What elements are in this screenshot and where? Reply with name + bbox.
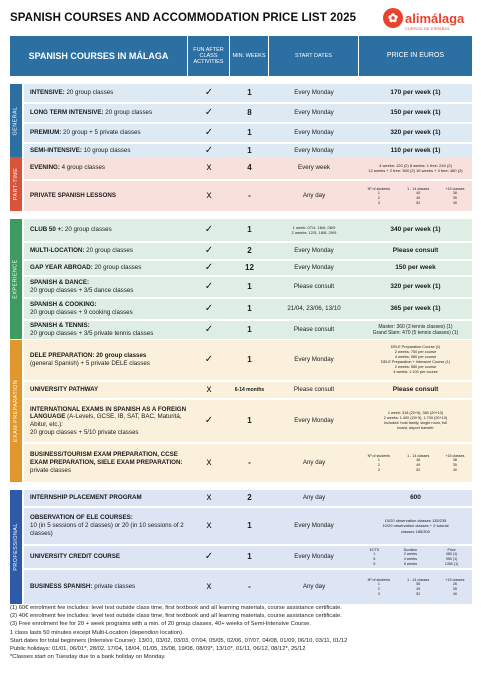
course-name (24, 340, 188, 380)
price-table-head-cell: +15 classes (445, 577, 465, 582)
school-logo (383, 8, 473, 34)
section-label: PART-TIME (13, 167, 19, 201)
check-icon: ✓ (204, 550, 214, 562)
course-title (30, 451, 188, 474)
price: 320 per week (1) (390, 282, 441, 290)
header-price: PRICE IN EUROS (359, 36, 472, 76)
min-weeks: 1 (247, 146, 252, 155)
price-table-cell: 49 (416, 463, 421, 467)
course-title (30, 352, 146, 360)
course-title (30, 279, 89, 287)
course-title (30, 247, 133, 255)
price-table-cell: 480 (1) (445, 552, 458, 557)
section-label: GENERAL (13, 106, 19, 136)
course-title (30, 192, 116, 200)
price-table-head-cell: Duration (403, 547, 418, 552)
start-dates-lines (292, 225, 337, 236)
price-line: classes 185/300 (401, 528, 430, 534)
section-label: EXPERIENCE (13, 259, 19, 299)
course-row[interactable] (24, 243, 472, 259)
course-subtitle: 20 group classes + 3/5 private tennis classes (30, 330, 154, 337)
section-label: EXAM PREPARATION (13, 379, 19, 443)
table-header (10, 36, 472, 76)
course-name (24, 546, 188, 568)
price: Please consult (392, 246, 439, 254)
course-name (24, 277, 188, 297)
price-table-head-cell: Nº of students (367, 577, 391, 582)
price: 150 per week (1) (390, 108, 441, 116)
start-dates: Any day (302, 583, 326, 591)
course-row[interactable] (24, 84, 472, 102)
check-icon: ✓ (204, 280, 214, 292)
course-name (24, 157, 188, 179)
price-table-cell: 3 (377, 591, 380, 596)
course-name (24, 444, 188, 482)
footnote: 1 class lasts 50 minutes except Multi-Location (dependion location). (10, 629, 184, 636)
course-subtitle: 20 group classes + 5/10 private classes (30, 428, 139, 436)
course-title-bold: GAP YEAR ABROAD: (30, 264, 93, 272)
price: 320 per week (1) (390, 128, 441, 136)
footnote: (3) Free enrolment fee for 20 + week programs with a min. of 20 group classes, 40+ weeks of Semi-Intensive Course. (10, 621, 311, 628)
price-line: 10/20 observation classes + 2 tutorial (382, 523, 449, 529)
price-table-cell: 1350 (1) (444, 561, 459, 566)
course-row[interactable] (24, 508, 472, 544)
start-dates: Every Monday (294, 89, 334, 97)
course-row[interactable] (24, 277, 472, 297)
course-title-bold: BUSINESS SPANISH: (30, 583, 93, 591)
course-row[interactable] (24, 570, 472, 604)
price-table-cell: 46 (416, 458, 421, 463)
logo-name: alimálaga (405, 10, 465, 26)
price (359, 546, 472, 568)
course-name (24, 84, 188, 102)
price-table-cell: 1 (373, 552, 376, 557)
price-line: 4 weeks: 980 per course (394, 355, 437, 360)
course-subtitle: 20 group classes + 3/5 dance classes (30, 287, 134, 294)
price-line: 2 weeks: 580 per course (394, 364, 437, 369)
min-weeks: 12 (245, 263, 254, 272)
course-title (30, 553, 120, 561)
course-title (30, 89, 113, 97)
course-name (24, 219, 188, 241)
start-dates: Every Monday (294, 147, 334, 155)
price: 340 per week (1) (390, 225, 441, 233)
price-table-head-cell: Price (447, 547, 456, 552)
course-title-bold: LONG TERM INTENSIVE: (30, 109, 104, 117)
course-row[interactable] (24, 261, 472, 275)
price-table-head-cell: Nº of students (367, 453, 391, 458)
min-weeks: 1 (247, 552, 252, 561)
cross-icon: x (206, 519, 212, 531)
price-table-cell: 49 (416, 196, 421, 200)
course-row[interactable] (24, 546, 472, 568)
course-name (24, 570, 188, 604)
section-rows (24, 490, 472, 604)
section-label: PROFESSIONAL (13, 523, 19, 571)
course-row[interactable] (24, 181, 472, 211)
course-row[interactable] (24, 400, 472, 442)
price-table-cell: 40 (452, 467, 457, 472)
price (359, 340, 472, 380)
course-title (30, 406, 188, 429)
price: 365 per week (1) (390, 304, 441, 312)
flower-logo-icon: ✿ (383, 8, 403, 28)
start-dates: Every week (298, 164, 330, 172)
price-table-cell: 35 (452, 463, 457, 467)
start-dates: Please consult (293, 283, 335, 291)
min-weeks: 6-14 months (234, 386, 265, 393)
course-row[interactable] (24, 219, 472, 241)
min-weeks: 1 (247, 355, 252, 364)
course-row[interactable] (24, 382, 472, 398)
start-dates: Every Monday (294, 553, 334, 561)
min-weeks: - (248, 582, 251, 591)
course-title-bold: UNIVERSITY CREDIT COURSE (30, 553, 120, 561)
footnote: (2) 40€ enrolment fee includes: level test outside class time, first textbook and all learning materials, course assistance certificate. (10, 613, 342, 620)
price-line: 4 weeks: 1.100 per course (393, 369, 438, 374)
start-dates: Every Monday (294, 522, 334, 530)
price-table-row (359, 562, 472, 567)
price-line: Included: host family, single room, full (383, 421, 447, 425)
start-dates: Every Monday (294, 356, 334, 364)
course-title (30, 494, 142, 502)
course-title-bold: PRIVATE SPANISH LESSONS (30, 192, 116, 200)
price-table-cell: 2 weeks (403, 552, 418, 557)
start-dates: Every Monday (294, 109, 334, 117)
price-table-head-cell: 1 - 14 classes (407, 186, 430, 191)
price (359, 508, 472, 544)
course-title-bold: BUSINESS/TOURISM EXAM PREPARATION, CCSE EXAM PREPARATION, SIELE EXAM PREPARATION: (30, 451, 183, 467)
course-name (24, 243, 188, 259)
price: 170 per week (1) (390, 88, 441, 96)
course-title-rest: 4 group classes (59, 164, 105, 172)
course-title-rest: 20 group classes (64, 89, 114, 97)
course-row[interactable] (24, 444, 472, 482)
course-name (24, 382, 188, 398)
price-table-cell: 40 (416, 191, 421, 196)
start-dates: Every Monday (294, 129, 334, 137)
header-min-weeks: MIN. WEEKS (230, 36, 269, 76)
section-side-label (10, 340, 22, 482)
course-title (30, 147, 130, 155)
check-icon: ✓ (204, 144, 214, 156)
course-title-bold: OBSERVATION OF ELE COURSES: (30, 514, 133, 522)
price (359, 444, 472, 482)
price-line: 1 week: 318 (20+5), 380 (20+10) (387, 411, 444, 416)
start-dates: Please consult (293, 386, 335, 394)
price-table-head-cell: Nº of students (367, 186, 391, 191)
section-side-label (10, 84, 22, 158)
course-row[interactable] (24, 299, 472, 319)
price-table-cell: 52 (416, 200, 421, 205)
course-title-bold: SPANISH & TENNIS: (30, 322, 90, 330)
check-icon: ✓ (204, 126, 214, 138)
price: Please consult (392, 385, 439, 393)
price-table-cell: 9 (373, 561, 376, 566)
course-title-bold: CLUB 50 +: (30, 226, 64, 234)
price-table-cell: 52 (416, 591, 421, 596)
page-title: SPANISH COURSES AND ACCOMMODATION PRICE LIST 2025 (10, 12, 357, 24)
check-icon: ✓ (204, 302, 214, 314)
course-title-bold: INTERNATIONAL EXAMS IN SPANISH AS A FOREIGN LANGUAGE (30, 405, 187, 421)
course-title (30, 109, 152, 117)
price-table-cell: 4 weeks (403, 557, 418, 561)
course-title-bold: UNIVERSITY PATHWAY (30, 386, 99, 394)
price-line: board, airport transfer (397, 425, 434, 430)
course-row[interactable] (24, 144, 472, 158)
price: 150 per week (395, 263, 436, 271)
price-table-head-cell: 1 - 14 classes (407, 577, 430, 582)
cross-icon: x (206, 491, 212, 503)
header-fun-activities: FUN AFTER CLASS ACTIVITIES (188, 36, 230, 76)
price-table-head-cell: ECTS (369, 547, 380, 552)
course-name (24, 321, 188, 339)
price (359, 570, 472, 604)
price-table-cell: 2 (377, 587, 380, 591)
course-title (30, 129, 141, 137)
price-table-cell: 3 (377, 467, 380, 472)
start-dates: Every Monday (294, 417, 334, 425)
course-title-bold: MULTI-LOCATION: (30, 247, 85, 255)
min-weeks: 2 (247, 246, 252, 255)
price-line: DELE Preparation + Intensive Course (1) (380, 360, 451, 364)
course-subtitle: 10 (in 5 sessions of 2 classes) or 20 (in 10 sessions of 2 classes) (30, 522, 184, 537)
price-table (359, 187, 472, 206)
min-weeks: 1 (247, 282, 252, 291)
course-name (24, 124, 188, 142)
course-row[interactable] (24, 124, 472, 142)
min-weeks: 1 (247, 304, 252, 313)
course-title-rest: 20 group + 5 private classes (61, 129, 141, 137)
price-table-cell: 3 (377, 200, 380, 205)
footnote: Start dates for total beginners (Intensive Course): 13/01, 03/02, 03/03, 07/04, 05/05, 02/06, 07/07, 04/08, 01/09, 06/10, 03/11, 01/12 (10, 637, 348, 644)
check-icon: ✓ (204, 414, 214, 426)
price-table-cell: 2 (377, 196, 380, 200)
price-table-cell: 1 (377, 458, 380, 463)
min-weeks: - (248, 191, 251, 200)
footnote: Public holidays: 01/01, 06/01*, 28/02, 17/04, 18/04, 01/05, 15/08, 19/08, 08/09*, 13/10*, 01/11, 06/12, 08/12*, 25/12 (10, 646, 306, 653)
course-title-rest: 20 group classes (103, 109, 153, 117)
price (359, 181, 472, 211)
price (359, 157, 472, 179)
start-dates: Every Monday (294, 247, 334, 255)
start-dates: Every Monday (294, 264, 334, 272)
section-rows (24, 219, 472, 339)
logo-tagline: CURSOS DE ESPAÑOL (405, 26, 451, 31)
min-weeks: 1 (247, 128, 252, 137)
price (359, 400, 472, 442)
price-line: 4 weeks: 120 (2) 8 weeks: 1 free: 240 (2) (379, 162, 452, 168)
start-dates: Any day (302, 494, 326, 502)
section-side-label (10, 219, 22, 339)
course-title-rest: private classes (92, 583, 136, 591)
cross-icon: x (206, 189, 212, 201)
section-general (10, 84, 472, 158)
price-table-cell: 950 (1) (445, 557, 458, 561)
price-table (359, 454, 472, 473)
price-table-cell: 2 (377, 463, 380, 467)
course-name (24, 299, 188, 319)
check-icon: ✓ (204, 106, 214, 118)
course-title (30, 301, 97, 309)
course-title-rest: 20 group classes (63, 226, 112, 234)
cross-icon: x (206, 161, 212, 173)
cross-icon: x (206, 580, 212, 592)
cross-icon: x (206, 456, 212, 468)
course-title-bold: SPANISH & DANCE: (30, 279, 90, 287)
course-title (30, 386, 98, 394)
course-title (30, 583, 135, 591)
course-subtitle: 20 group classes + 9 cooking classes (30, 309, 133, 316)
price-table-cell: 52 (416, 467, 421, 472)
price-table-row (359, 592, 472, 597)
price-lines (368, 163, 462, 174)
course-title-rest: 20 group classes (84, 247, 133, 255)
course-row[interactable] (24, 157, 472, 179)
check-icon: ✓ (204, 223, 214, 235)
course-title (30, 264, 141, 272)
price-table-cell: 6 (373, 557, 376, 561)
price-line: Master: 360 (3 tennis classes) (1) (378, 323, 453, 330)
section-exam-preparation (10, 340, 472, 482)
header-start-dates: START DATES (269, 36, 359, 76)
price-lines (382, 518, 448, 534)
course-title-bold: INTENSIVE: (30, 89, 65, 97)
price-line: 2 weeks: 750 per course (394, 350, 437, 355)
course-title-bold: EVENING: (30, 164, 60, 172)
start-date-line: 1 week: 07/4, 16/6, 08/9 (292, 224, 336, 230)
price-line: 10/20 observation classes 135/235 (384, 517, 447, 523)
price-table-cell: 35 (452, 587, 457, 591)
section-professional (10, 490, 472, 604)
check-icon: ✓ (204, 323, 214, 335)
min-weeks: 1 (247, 416, 252, 425)
course-title-rest: 10 group classes (81, 147, 131, 155)
price-line: DELE Preparation Course (1) (390, 345, 441, 350)
course-title-bold: SEMI-INTENSIVE: (30, 147, 82, 155)
price-table-cell: 38 (452, 458, 457, 463)
course-title (30, 514, 133, 522)
min-weeks: 1 (247, 225, 252, 234)
course-title (30, 322, 90, 330)
section-experience (10, 219, 472, 339)
course-name (24, 490, 188, 506)
price (359, 321, 472, 339)
section-side-label (10, 157, 22, 211)
section-side-label (10, 490, 22, 604)
course-name (24, 261, 188, 275)
price-line: 2 weeks: 1.400 (20+5), 1.700 (20+10) (383, 416, 448, 421)
price-table-cell: 38 (452, 191, 457, 196)
start-dates: Please consult (293, 326, 335, 334)
price-lines (373, 324, 459, 337)
price-table-cell: 26 (452, 582, 457, 587)
course-title-bold: INTERNSHIP PLACEMENT PROGRAM (30, 494, 142, 502)
min-weeks: - (248, 458, 251, 467)
section-rows (24, 84, 472, 158)
course-title (30, 226, 112, 234)
price-table-cell: 1 (377, 191, 380, 196)
course-title-rest: 20 group classes (92, 264, 142, 272)
course-name (24, 104, 188, 122)
price-table-head-cell: 1 - 14 classes (407, 453, 430, 458)
course-name (24, 144, 188, 158)
cross-icon: x (206, 383, 212, 395)
course-subtitle: (general Spanish) + 5 private DELE classes (30, 360, 150, 367)
price-table-row (359, 201, 472, 206)
min-weeks: 2 (247, 493, 252, 502)
price-table-cell: 40 (452, 591, 457, 596)
check-icon: ✓ (204, 353, 214, 365)
price: 600 (410, 493, 421, 501)
course-row[interactable] (24, 490, 472, 506)
course-title (30, 164, 105, 172)
start-dates: 21/04, 23/06, 13/10 (287, 305, 341, 313)
price-table-head-cell: +15 classes (445, 453, 465, 458)
price-table-row (359, 468, 472, 473)
footnotes (10, 604, 472, 662)
price: 110 per week (1) (390, 146, 441, 154)
check-icon: ✓ (204, 244, 214, 256)
price-table-cell: 1 (377, 582, 380, 587)
course-row[interactable] (24, 321, 472, 339)
price-table (359, 548, 472, 567)
min-weeks: 1 (247, 521, 252, 530)
start-dates: Any day (302, 192, 326, 200)
start-dates: Any day (302, 459, 326, 467)
price-table (359, 578, 472, 597)
course-name (24, 508, 188, 544)
course-title-rest: private classes (30, 466, 71, 474)
check-icon: ✓ (204, 261, 214, 273)
price-line: 12 weeks + 2 free: 360 (2) 16 weeks + 3 free: 480 (2) (368, 168, 463, 173)
course-row[interactable] (24, 104, 472, 122)
price-lines (384, 411, 448, 431)
check-icon: ✓ (204, 86, 214, 98)
start-date-line: 2 weeks: 12/5, 18/8, 29/9 (291, 230, 337, 235)
footnote: *Classes start on Tuesday due to a bank holiday on Monday. (10, 654, 166, 661)
course-title-bold: PREMIUM: (30, 129, 62, 137)
price-table-cell: 35 (452, 196, 457, 200)
price-table-cell: 49 (416, 587, 421, 591)
price-table-cell: 55 (416, 582, 421, 587)
course-name (24, 400, 188, 442)
min-weeks: 1 (247, 88, 252, 97)
price-table-cell: 6 weeks (403, 561, 418, 566)
course-name (24, 181, 188, 211)
min-weeks: 8 (247, 108, 252, 117)
section-rows (24, 340, 472, 482)
section-rows (24, 157, 472, 211)
course-title-bold: DELE PREPARATION: 20 group classes (30, 352, 147, 360)
header-courses: SPANISH COURSES IN MÁLAGA (10, 36, 188, 76)
price-table-head-cell: +15 classes (445, 186, 465, 191)
course-title-bold: SPANISH & COOKING: (30, 301, 97, 309)
price-lines (381, 345, 450, 375)
price-line: Grand Slam: 470 (5 tennis classes) (1) (372, 330, 459, 336)
price-table-cell: 40 (452, 200, 457, 205)
course-title-rest: (A-Levels, GCSE, IB, SAT, BAC, Maturitá, Abitur, etc.): (30, 413, 182, 428)
footnote: (1) 60€ enrolment fee includes: level test outside class time, first textbook and all learning materials, course assistance certificate. (10, 605, 342, 611)
min-weeks: 1 (247, 325, 252, 334)
min-weeks: 4 (247, 163, 252, 172)
start-dates (269, 219, 359, 241)
section-part-time (10, 157, 472, 211)
course-row[interactable] (24, 340, 472, 380)
